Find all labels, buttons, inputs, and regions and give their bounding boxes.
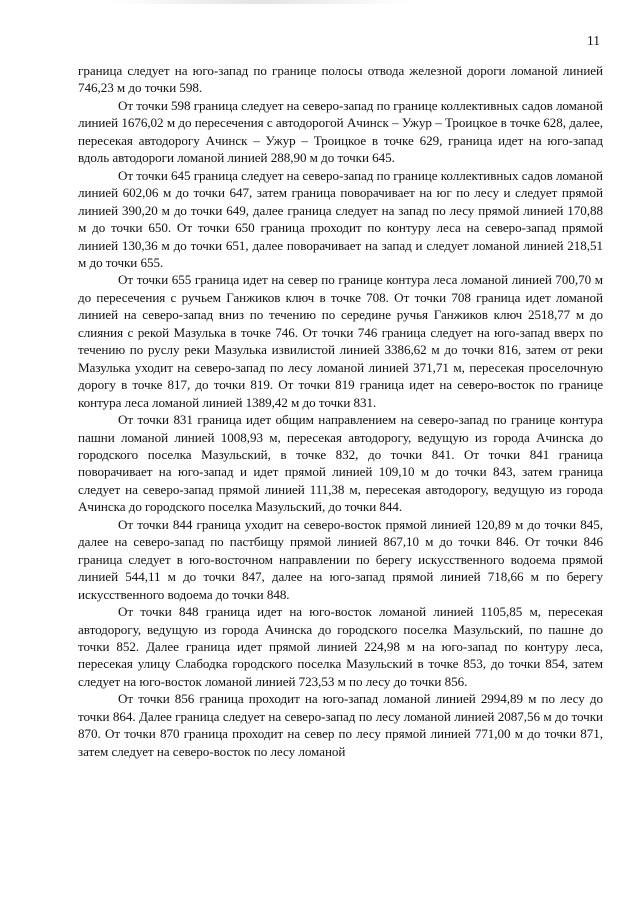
paragraph-2: От точки 598 граница следует на северо-запад по границе коллективных садов ломаной линией 1676,02 м до пересечения с автодорогой Ачинск – Ужур – Троицкое в точке 628, далее, пересекая автодорогу Ачинск – Ужур – Троицкое в точке 629, граница идет на юго-запад вдоль автодороги ломаной линией 288,90 м до точки 645. bbox=[78, 97, 603, 166]
paragraph-1: граница следует на юго-запад по границе полосы отвода железной дороги ломаной линией 746,23 м до точки 598. bbox=[78, 63, 603, 96]
paragraph-7: От точки 848 граница идет на юго-восток ломаной линией 1105,85 м, пересекая автодорогу, ведущую из города Ачинска до городского поселка Мазульский, по пашне до точки 852. Далее граница идет прямой линией 224,98 м на юго-запад по контуру леса, пересекая улицу Слабодка городского поселка Мазульский в точке 853, до точки 854, затем следует на юго-восток ломаной линией 723,53 м по лесу до точки 856. bbox=[78, 604, 603, 689]
paragraph-6: От точки 844 граница уходит на северо-восток прямой линией 120,89 м до точки 845, далее на северо-запад по пастбищу прямой линией 867,10 м до точки 846. От точки 846 граница следует в юго-восточном направлении по берегу искусственного водоема прямой линией 544,11 м до точки 847, далее на юго-запад прямой линией 718,66 м по берегу искусственного водоема до точки 848. bbox=[78, 516, 603, 602]
page-number: 11 bbox=[587, 33, 600, 48]
scan-artifact bbox=[110, 0, 410, 4]
paragraph-8: От точки 856 граница проходит на юго-запад ломаной линией 2994,89 м по лесу до точки 864. Далее граница следует на северо-запад по лесу ломаной линией 2087,56 м до точки 870. От точки 870 граница проходит на север по лесу прямой линией 771,00 м до точки 871, затем следует на северо-восток по лесу ломаной bbox=[78, 691, 603, 759]
document-body bbox=[78, 62, 603, 760]
paragraph-3: От точки 645 граница следует на северо-запад по границе коллективных садов ломаной линией 602,06 м до точки 647, затем граница поворачивает на юг по лесу и следует прямой линией 390,20 м до точки 649, далее граница следует на запад по лесу прямой линией 170,88 м до точки 650. От точки 650 граница проходит по контуру леса на северо-запад прямой линией 130,36 м до точки 651, далее поворачивает на запад и следует ломаной линией 218,51 м до точки 655. bbox=[78, 167, 603, 270]
paragraph-4: От точки 655 граница идет на север по границе контура леса ломаной линией 700,70 м до пересечения с ручьем Ганжиков ключ в точке 708. От точки 708 граница идет ломаной линией на северо-запад вниз по течению по середине ручья Ганжиков ключ 2518,77 м до слияния с рекой Мазулька в точке 746. От точки 746 граница следует на юго-запад вверх по течению по руслу реки Мазулька извилистой линией 3386,62 м до точки 816, затем от реки Мазулька уходит на северо-запад по лесу ломаной линией 371,71 м, пересекая проселочную дорогу в точке 817, до точки 819. От точки 819 граница идет на северо-восток по границе контура леса ломаной линией 1389,42 м до точки 831. bbox=[78, 272, 603, 410]
paragraph-5: От точки 831 граница идет общим направлением на северо-запад по границе контура пашни ломаной линией 1008,93 м, пересекая автодорогу, ведущую из города Ачинска до городского поселка Мазульский, в точке 832, до точки 841. От точки 841 граница поворачивает на юго-запад и идет прямой линией 109,10 м до точки 843, затем граница следует на северо-запад прямой линией 111,38 м, пересекая автодорогу, ведущую из города Ачинска до городского поселка Мазульский, до точки 844. bbox=[78, 412, 603, 515]
